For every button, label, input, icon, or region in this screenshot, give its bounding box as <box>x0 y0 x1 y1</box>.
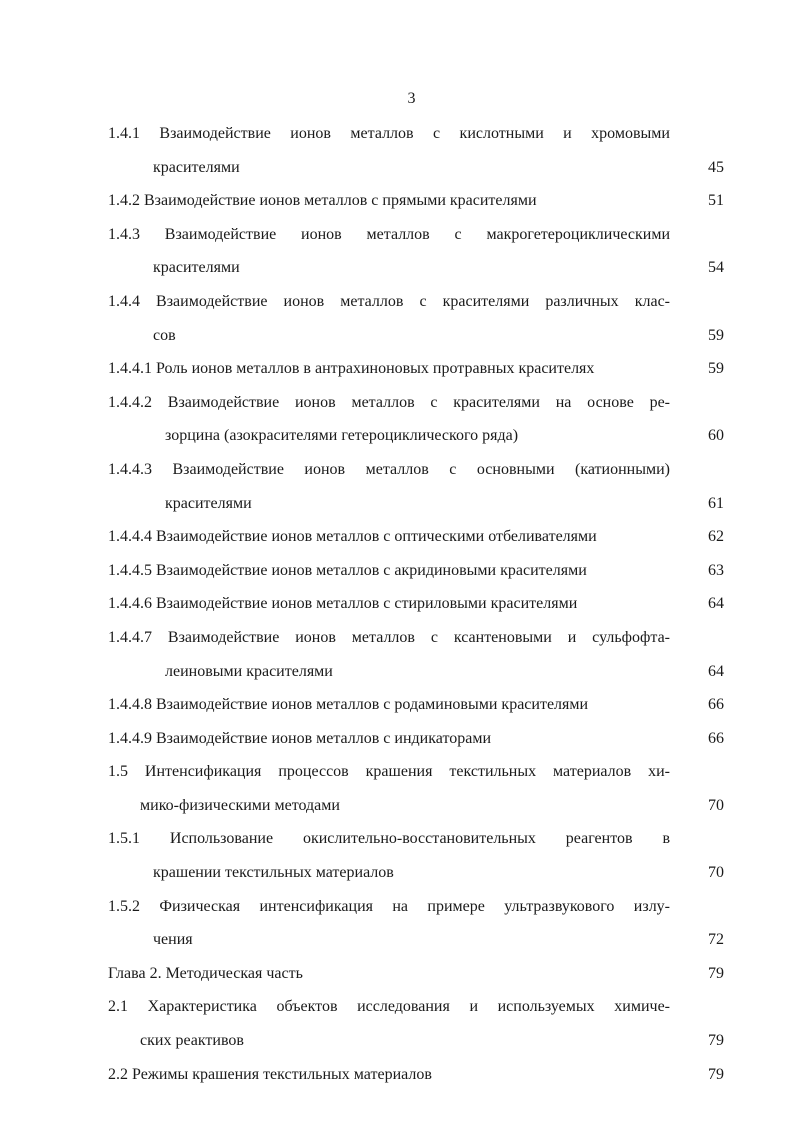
toc-entry-title: 1.4.4.2 Взаимодействие ионов металлов с красителями на основе ре- <box>108 393 670 411</box>
toc-entry-title: 2.2 Режимы крашения текстильных материалов <box>108 1065 432 1083</box>
toc-entry-title: 1.5 Интенсификация процессов крашения текстильных материалов хи- <box>108 763 670 781</box>
toc-entry-title: 1.4.4.6 Взаимодействие ионов металлов с стириловыми красителями <box>108 595 578 613</box>
toc-entry-title: 1.4.4.7 Взаимодействие ионов металлов с ксантеновыми и сульфофта- <box>108 628 670 646</box>
toc-entry <box>108 990 724 1057</box>
toc-entry-title-continuation: леиновыми красителями <box>165 662 333 680</box>
toc-entry <box>108 520 724 554</box>
toc-entry-title: 1.5.1 Использование окислительно-восстановительных реагентов в <box>108 830 670 848</box>
toc-entry-title-continuation: крашении текстильных материалов <box>153 864 394 882</box>
toc-entry-page: 63 <box>708 561 724 579</box>
toc-entry-page: 59 <box>708 360 724 378</box>
toc-entry-page: 61 <box>708 494 724 512</box>
toc-entry-title: 1.4.4 Взаимодействие ионов металлов с красителями различных клас- <box>108 292 670 310</box>
toc-entry-page: 70 <box>708 864 724 882</box>
toc-entry <box>108 1058 724 1092</box>
toc-entry-title: 1.4.4.5 Взаимодействие ионов металлов с акридиновыми красителями <box>108 561 587 579</box>
toc-entry-page: 79 <box>708 1032 724 1050</box>
toc-entry-title-continuation: красителями <box>165 494 252 512</box>
toc-entry-title-continuation: чения <box>153 931 193 949</box>
toc-entry-title-continuation: красителями <box>153 259 240 277</box>
toc-entry <box>108 688 724 722</box>
toc-entry-title: 1.4.4.4 Взаимодействие ионов металлов с оптическими отбеливателями <box>108 528 597 546</box>
toc-entry <box>108 722 724 756</box>
toc-entry-page: 64 <box>708 595 724 613</box>
toc-entry <box>108 621 724 688</box>
toc-entry-title: 1.5.2 Физическая интенсификация на примере ультразвукового излу- <box>108 897 670 915</box>
toc-entry-title: 1.4.4.8 Взаимодействие ионов металлов с родаминовыми красителями <box>108 696 589 714</box>
toc-entry-title-continuation: зорцина (азокрасителями гетероциклического ряда) <box>165 427 519 445</box>
toc-entry-page: 79 <box>708 1065 724 1083</box>
toc-entry <box>108 218 724 285</box>
toc-entry-page: 66 <box>708 696 724 714</box>
toc-entry-page: 45 <box>708 158 724 176</box>
toc-entry-page: 60 <box>708 427 724 445</box>
toc-entry-title: 1.4.4.3 Взаимодействие ионов металлов с основными (катионными) <box>108 460 670 478</box>
toc-entry-page: 62 <box>708 528 724 546</box>
toc-entry-title: 1.4.3 Взаимодействие ионов металлов с макрогетероциклическими <box>108 225 670 243</box>
toc-entry-page: 72 <box>708 931 724 949</box>
toc-entry <box>108 755 724 822</box>
toc-entry <box>108 587 724 621</box>
toc-entry <box>108 184 724 218</box>
toc-entry-title: 1.4.4.1 Роль ионов металлов в антрахиноновых протравных красителях <box>108 360 595 378</box>
toc-entry-title-continuation: мико-физическими методами <box>140 796 340 814</box>
toc-entry-page: 79 <box>708 964 724 982</box>
toc-entry <box>108 957 724 991</box>
toc-entry <box>108 453 724 520</box>
toc-entry-page: 51 <box>708 192 724 210</box>
toc-entry-title: 1.4.1 Взаимодействие ионов металлов с кислотными и хромовыми <box>108 125 670 142</box>
toc-entry-title: 1.4.2 Взаимодействие ионов металлов с прямыми красителями <box>108 192 537 210</box>
page-number: 3 <box>407 90 416 107</box>
toc-entry-title: 2.1 Характеристика объектов исследования и используемых химиче- <box>108 998 670 1016</box>
toc-entry-page: 59 <box>708 326 724 344</box>
toc-entry-title-continuation: сов <box>153 326 176 344</box>
toc-entry <box>108 822 724 889</box>
toc-entry-title-continuation: ских реактивов <box>140 1032 244 1050</box>
toc-entry-page: 66 <box>708 729 724 747</box>
toc-entry-title: 1.4.4.9 Взаимодействие ионов металлов с индикаторами <box>108 729 492 747</box>
toc-entry-title: Глава 2. Методическая часть <box>108 964 303 982</box>
toc-entry <box>108 386 724 453</box>
toc-entry <box>108 285 724 352</box>
toc-entry <box>108 117 724 184</box>
toc-entry <box>108 554 724 588</box>
toc-entry <box>108 890 724 957</box>
table-of-contents <box>108 117 724 1091</box>
toc-entry <box>108 352 724 386</box>
toc-entry-page: 64 <box>708 662 724 680</box>
toc-entry-title-continuation: красителями <box>153 158 240 176</box>
toc-entry-page: 70 <box>708 796 724 814</box>
toc-entry-page: 54 <box>708 259 724 277</box>
